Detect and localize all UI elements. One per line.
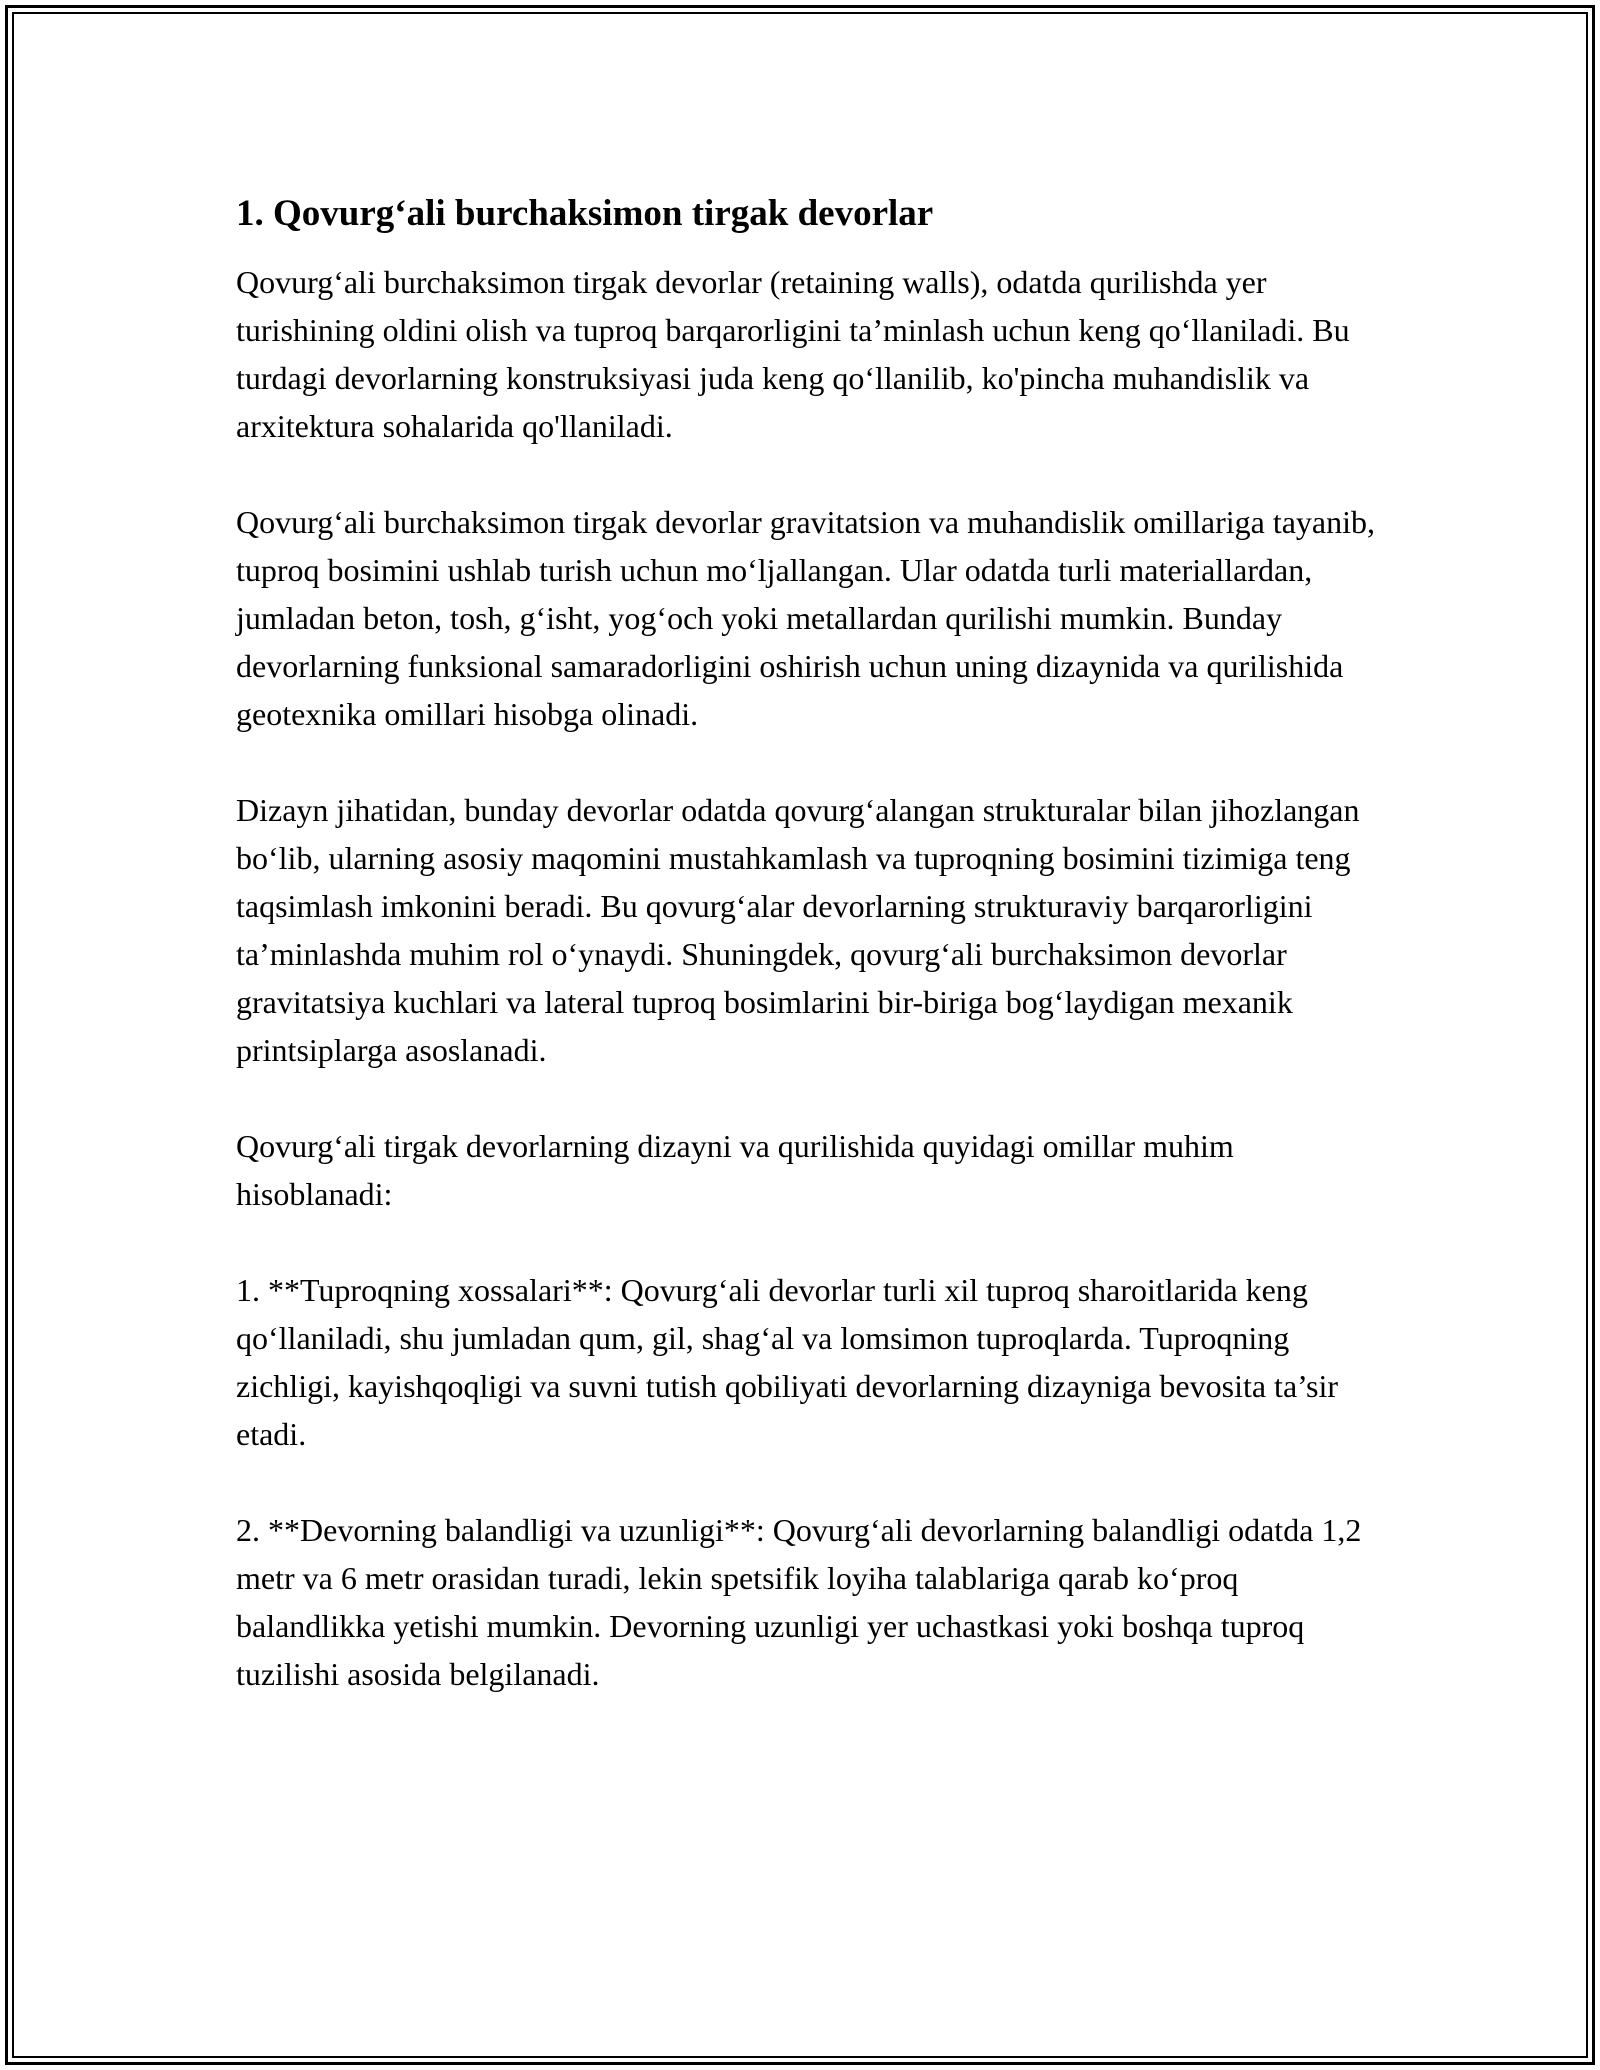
- list-item-soil-properties: 1. **Tuproqning xossalari**: Qovurg‘ali devorlar turli xil tuproq sharoitlarida keng qo‘llaniladi, shu jumladan qum, gil, shag‘al va lomsimon tuproqlarda. Tuproqning zichligi, kayishqoqligi va suvni tutish qobiliyati devorlarning dizayniga bevosita ta’sir etadi.: [236, 1272, 1339, 1452]
- paragraph-purpose: Qovurg‘ali burchaksimon tirgak devorlar gravitatsion va muhandislik omillariga tayanib, tuproq bosimini ushlab turish uchun mo‘ljallangan. Ular odatda turli materiallardan, jumladan beton, tosh, g‘isht, yog‘och yoki metallardan qurilishi mumkin. Bunday devorlarning funksional samaradorligini oshirish uchun uning dizaynida va qurilishida geotexnika omillari hisobga olinadi.: [236, 504, 1375, 732]
- list-item-wall-dimensions: 2. **Devorning balandligi va uzunligi**: Qovurg‘ali devorlarning balandligi odatda 1,2 metr va 6 metr orasidan turadi, lekin spetsifik loyiha talablariga qarab ko‘proq balandlikka yetishi mumkin. Devorning uzunligi yer uchastkasi yoki boshqa tuproq tuzilishi asosida belgilanadi.: [236, 1512, 1362, 1692]
- paragraph-factors-intro: Qovurg‘ali tirgak devorlarning dizayni va qurilishida quyidagi omillar muhim hisoblanadi:: [236, 1128, 1234, 1212]
- document-body: [236, 190, 1381, 1698]
- paragraph-intro: Qovurg‘ali burchaksimon tirgak devorlar (retaining walls), odatda qurilishda yer turishining oldini olish va tuproq barqarorligini ta’minlash uchun keng qo‘llaniladi. Bu turdagi devorlarning konstruksiyasi juda keng qo‘llanilib, ko'pincha muhandislik va arxitektura sohalarida qo'llaniladi.: [236, 264, 1350, 444]
- section-heading: 1. Qovurg‘ali burchaksimon tirgak devorlar: [236, 193, 934, 234]
- paragraph-design: Dizayn jihatidan, bunday devorlar odatda qovurg‘alangan strukturalar bilan jihozlangan bo‘lib, ularning asosiy maqomini mustahkamlash va tuproqning bosimini tizimiga teng taqsimlash imkonini beradi. Bu qovurg‘alar devorlarning strukturaviy barqarorligini ta’minlashda muhim rol o‘ynaydi. Shuningdek, qovurg‘ali burchaksimon devorlar gravitatsiya kuchlari va lateral tuproq bosimlarini bir-biriga bog‘laydigan mexanik printsiplarga asoslanadi.: [236, 792, 1360, 1068]
